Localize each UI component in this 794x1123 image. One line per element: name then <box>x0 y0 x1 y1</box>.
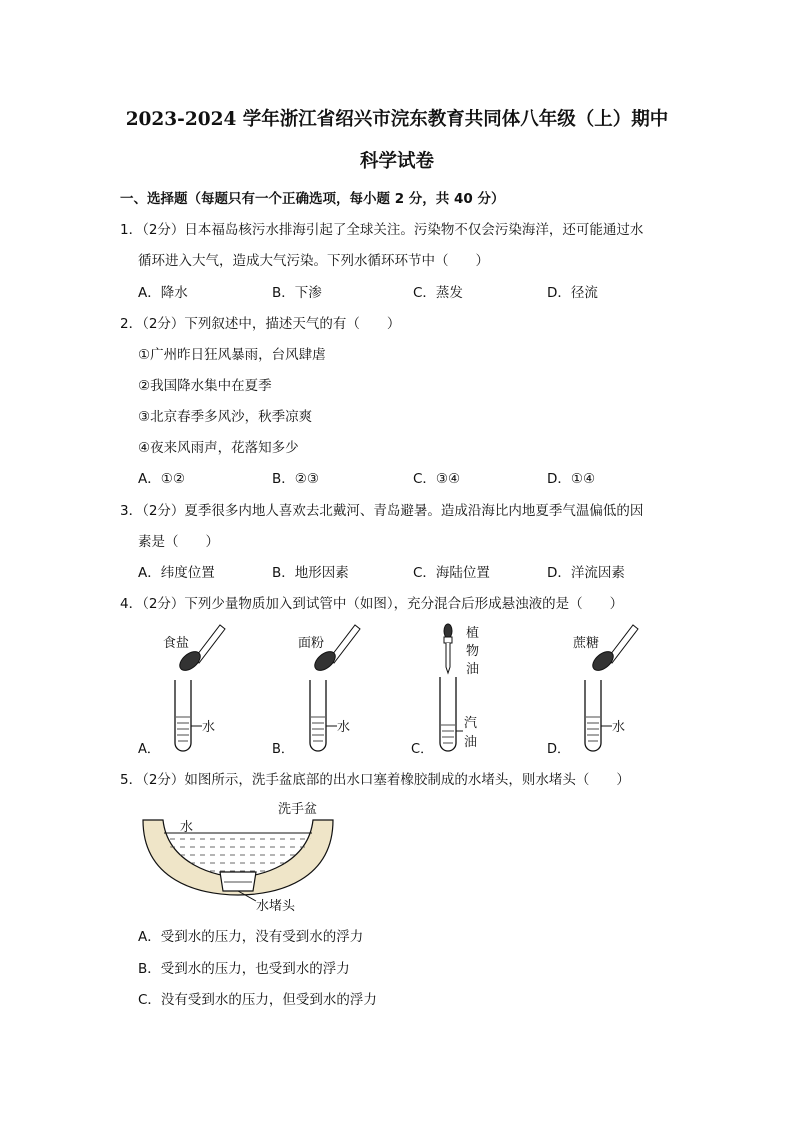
q1-option-b: B．下渗 <box>272 285 322 301</box>
q5-stem: 5．（2分）如图所示，洗手盆底部的出水口塞着橡胶制成的水堵头，则水堵头（ ） <box>120 772 630 788</box>
gasoline-label-2: 油 <box>464 735 478 750</box>
q2-option-d: D．①④ <box>547 471 596 487</box>
flour-label: 面粉 <box>298 636 325 651</box>
q3-option-a: A．纬度位置 <box>138 565 215 581</box>
exam-subtitle: 科学试卷 <box>359 151 434 172</box>
q1-option-a: A．降水 <box>138 285 188 301</box>
q4-letter-b: B． <box>272 742 294 757</box>
q2-option-a: A．①② <box>138 471 185 487</box>
water-label: 水 <box>180 820 194 835</box>
salt-label: 食盐 <box>163 636 190 651</box>
q3-stem-line1: 3．（2分）夏季很多内地人喜欢去北戴河、青岛避暑。造成沿海比内地夏季气温偏低的因 <box>120 503 644 519</box>
q5-figure <box>138 795 338 917</box>
plug-icon <box>220 872 256 891</box>
test-tube-icon <box>175 680 191 751</box>
plug-label: 水堵头 <box>256 899 296 914</box>
water-label: 水 <box>612 720 626 735</box>
exam-title: 2023-2024 学年浙江省绍兴市浣东教育共同体八年级（上）期中 <box>125 109 669 130</box>
q3-option-c: C．海陆位置 <box>413 565 490 581</box>
q4-letter-d: D． <box>547 742 571 757</box>
q2-item-1: ①广州昨日狂风暴雨，台风肆虐 <box>138 347 326 363</box>
oil-label-2: 物 <box>466 644 480 659</box>
q2-stem: 2．（2分）下列叙述中，描述天气的有（ ） <box>120 316 401 332</box>
q2-option-c: C．③④ <box>413 471 461 487</box>
gasoline-label-1: 汽 <box>464 716 478 731</box>
q5-option-c: C．没有受到水的压力，但受到水的浮力 <box>138 992 377 1008</box>
q4-figure-a <box>138 625 225 757</box>
q4-stem: 4．（2分）下列少量物质加入到试管中（如图），充分混合后形成悬浊液的是（ ） <box>120 596 624 612</box>
q4-letter-a: A． <box>138 742 160 757</box>
q1-stem-line2: 循环进入大气，造成大气污染。下列水循环环节中（ ） <box>138 253 489 269</box>
q2-item-2: ②我国降水集中在夏季 <box>138 378 272 394</box>
q4-figure-d <box>547 625 638 757</box>
water-label: 水 <box>202 720 216 735</box>
test-tube-icon <box>585 680 601 751</box>
q5-option-a: A．受到水的压力，没有受到水的浮力 <box>138 929 364 945</box>
q3-option-d: D．洋流因素 <box>547 565 625 581</box>
oil-label-3: 油 <box>466 662 480 677</box>
q4-figure-b <box>272 625 360 757</box>
q1-option-d: D．径流 <box>547 285 598 301</box>
q2-option-b: B．②③ <box>272 471 319 487</box>
water-label: 水 <box>337 720 351 735</box>
q5-option-b: B．受到水的压力，也受到水的浮力 <box>138 961 350 977</box>
q1-stem-line1: 1．（2分）日本福岛核污水排海引起了全球关注。污染物不仅会污染海洋，还可能通过水 <box>120 222 644 238</box>
test-tube-icon <box>310 680 326 751</box>
q4-letter-c: C． <box>411 742 434 757</box>
section-heading: 一、选择题（每题只有一个正确选项，每小题 2 分，共 40 分） <box>120 191 505 207</box>
q1-option-c: C．蒸发 <box>413 285 463 301</box>
basin-label: 洗手盆 <box>278 802 318 817</box>
q4-figure-c <box>411 624 479 757</box>
q3-option-b: B．地形因素 <box>272 565 349 581</box>
q2-item-3: ③北京春季多风沙，秋季凉爽 <box>138 409 313 425</box>
q3-stem-line2: 素是（ ） <box>138 534 219 550</box>
q2-item-4: ④夜来风雨声，花落知多少 <box>138 440 299 456</box>
oil-label-1: 植 <box>466 626 480 641</box>
sugar-label: 蔗糖 <box>573 636 600 651</box>
test-tube-icon <box>440 677 456 751</box>
q4-figure <box>130 615 650 765</box>
